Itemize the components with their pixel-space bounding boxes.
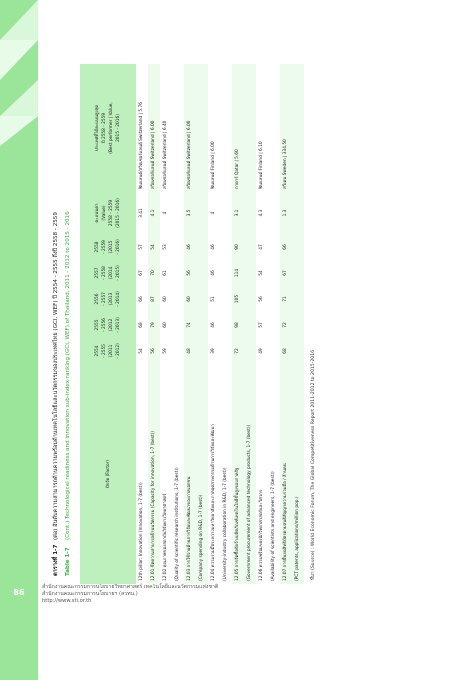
best-performer-cell [196,64,208,192]
caption-thai-label: ตารางที่ 1-7 [53,544,59,576]
caption-english-label: Table 1-7 [65,547,71,576]
rank-cell: 105 [232,286,244,312]
rank-cell: 72 [232,338,244,364]
indicator-cell: (Quality of scientific research institutions, 1-7 (best)) [175,467,180,581]
rank-cell: 71 [280,286,292,312]
header-best-performer: ประเทศที่ได้คะแนนสูงสุด ปี 2558 - 2559 (Best performer | Value, 2015 - 2016) [80,64,136,192]
rank-cell [196,286,208,312]
table-row [220,64,232,584]
score-cell: 4 [163,211,168,215]
indicator-cell: (PCT patents, applications/million pop.) [292,364,304,584]
best-performer-cell: ฟินแลนด์ Finland | 6.00 [211,141,216,189]
rank-cell: 98 [232,312,244,338]
header-year: 2556 - 2557 (2013 - 2014) [80,286,136,312]
indicator-cell: (Company spending on R&D, 1-7 (best)) [196,364,208,584]
decor-triangle [0,116,38,146]
table-row [172,64,184,584]
score-cell [220,192,232,234]
rank-cell: 56 [148,338,160,364]
footer-line: สำนักงานคณะกรรมการนโยบายวิทยาศาสตร์ เทคโนโลยีและนวัตกรรมแห่งชาติ [42,584,219,590]
best-performer-cell [220,64,232,192]
decor-triangle [0,0,38,40]
rank-cell: 46 [211,244,216,250]
table-row [268,64,280,584]
rank-cell [268,234,280,260]
table-row [160,64,172,584]
decor-triangle [0,40,38,80]
rank-cell [268,286,280,312]
rank-cell [220,286,232,312]
best-performer-cell: สวิตเซอร์แลนด์ Switzerland | 6.00 [184,64,196,192]
header-year: 2554 - 2555 (2011 - 2012) [80,338,136,364]
rank-cell: 68 [280,338,292,364]
table-row [184,64,196,584]
indicator-cell: (University-industry collaboration in R&D, 1-7 (best)) [223,467,228,581]
score-cell: 3.41 [139,208,144,218]
score-cell [196,192,208,234]
rank-cell: 70 [148,260,160,286]
table-row [196,64,208,584]
best-performer-cell: กาตาร์ Qatar | 5.60 [232,64,244,192]
best-performer-cell: สวิตเซอร์แลนด์ Switzerland | 6.00 [148,64,160,192]
rank-cell: 46 [184,234,196,260]
score-cell [292,192,304,234]
rank-cell: 61 [163,270,168,276]
header-score: คะแนนค่า (Value) 2558 - 2559 (2015 - 2016) [80,192,136,234]
table-row [232,64,244,584]
rank-cell [220,260,232,286]
rank-cell [292,260,304,286]
rank-cell: 53 [163,244,168,250]
caption-english-text: (Cont.) Technological readiness and innovation sub-index ranking (GCI, WEF) of Thailand, 2011 - 2012 to 2015 - 2016 [65,211,71,540]
rank-cell [196,312,208,338]
best-performer-cell [268,64,280,192]
footer-line: http://www.sti.or.th [42,598,92,604]
score-cell: 4.3 [259,209,264,217]
rank-cell [292,312,304,338]
rank-cell [292,286,304,312]
table-row [292,64,304,584]
rank-cell: 51 [211,296,216,302]
rank-cell: 66 [280,234,292,260]
rank-cell [244,338,256,364]
indicator-cell: 12th pillar: Innovation (Innovation, 1-7 (best)) [139,482,144,581]
rank-cell: 68 [139,322,144,328]
rank-cell: 67 [280,260,292,286]
rank-cell: 54 [148,234,160,260]
best-performer-cell: สวิตเซอร์แลนด์ Switzerland | 6.40 [163,120,168,189]
table-header-row [80,64,136,584]
rank-cell: 87 [148,286,160,312]
rank-cell [292,338,304,364]
decorative-side-stripe [0,0,38,680]
rank-cell: 54 [259,270,264,276]
rank-cell: 74 [184,312,196,338]
rank-cell: 46 [211,322,216,328]
score-cell: 1.3 [280,192,292,234]
rank-cell [244,234,256,260]
best-performer-cell: สวีเดน Sweden | 334.50 [280,64,292,192]
table-row [244,64,256,584]
rank-cell: 57 [139,244,144,250]
rank-cell: 90 [232,234,244,260]
decor-triangle [0,80,38,116]
best-performer-cell [292,64,304,192]
source-note: ที่มา (Source) : World Economic Forum, The Global Competitiveness Report 2011-2012 to 2015-2016 [311,349,316,580]
rank-cell [196,338,208,364]
caption-thai [50,64,62,576]
indicator-cell: 12.05 การจัดซื้อจัดจ้างผลิตภัณฑ์เทคโนโลยีขั้นสูงของภาครัฐ [232,364,244,584]
score-cell: 3.1 [232,192,244,234]
rank-cell: 72 [280,312,292,338]
rank-cell [244,312,256,338]
rank-cell: 56 [259,296,264,302]
rank-cell [220,312,232,338]
header-indicator: ปัจจัย (Factor) [80,364,136,584]
rank-cell [172,234,184,260]
best-performer-cell [244,64,256,192]
rank-cell [172,260,184,286]
rank-cell [220,338,232,364]
rank-cell: 48 [184,338,196,364]
table-row [148,64,160,584]
rank-cell [244,286,256,312]
score-cell: 3.5 [184,192,196,234]
rank-cell: 60 [184,286,196,312]
header-year: 2558 - 2559 (2015 - 2016) [80,234,136,260]
rank-cell: 60 [163,322,168,328]
rotated-table-page [50,64,442,584]
rank-cell: 57 [259,322,264,328]
score-cell: 4.1 [148,192,160,234]
rank-cell [196,234,208,260]
table-row [136,64,148,584]
rank-cell: 49 [259,348,264,354]
table-caption [50,64,80,584]
table-row [280,64,292,584]
indicator-cell: (Availability of scientists and engineers, 1-7 (best)) [271,471,276,581]
footer-line: สำนักงานคณะกรรมการนโยบายฯ (สวทน.) [42,591,138,597]
rank-cell [172,286,184,312]
rank-cell [268,338,280,364]
table-row [256,64,268,584]
score-cell: 4 [211,211,216,215]
caption-english [62,64,74,576]
rank-cell: 47 [259,244,264,250]
rank-cell: 67 [139,270,144,276]
rank-cell [268,260,280,286]
rank-cell [220,234,232,260]
indicator-cell: 12.07 การยื่นจดสิทธิบัตรตามสนธิสัญญาความร่วมมือ / ล้านคน [280,364,292,584]
header-year: 2557 - 2558 (2014 - 2015) [80,260,136,286]
rank-cell: 60 [163,296,168,302]
table-body [136,64,304,584]
rank-cell [244,260,256,286]
score-cell [172,192,184,234]
page-number: 86 [13,588,25,597]
best-performer-cell: ฟินแลนด์/สวิตเซอร์แลนด์ Switzerland | 5.76 [139,102,144,189]
indicator-cell: 12.06 ความพร้อมของนักวิทยาศาสตร์และวิศวกร [259,489,264,581]
score-cell [244,192,256,234]
rank-cell [172,338,184,364]
rank-cell: 79 [148,312,160,338]
rank-cell: 56 [184,260,196,286]
best-performer-cell: ฟินแลนด์ Finland | 6.10 [259,141,264,189]
page-footer [42,584,242,605]
indicator-cell: 12.01 ขีดความสามารถด้านนวัตกรรม (Capacity for innovation, 1-7 (best)) [148,364,160,584]
rank-cell: 66 [139,296,144,302]
indicator-cell: 12.03 การใช้จ่ายด้านการวิจัยและพัฒนาของภาคเอกชน [184,364,196,584]
caption-thai-text: (ต่อ) อันดับความสามารถด้านความพร้อมด้านเทคโนโลยีและนวัตกรรมของประเทศไทย (GCI, WEF) ปี 2554 - 2555 ถึงปี 2558 - 2559 [53,212,59,540]
indicator-cell: (Government procurement of advanced technology products, 1-7 (best)) [244,364,256,584]
rank-cell: 39 [211,348,216,354]
rank-cell [172,312,184,338]
rank-cell: 54 [139,348,144,354]
rank-cell: 59 [163,348,168,354]
score-cell [268,192,280,234]
table-row [208,64,220,584]
header-year: 2555 - 2556 (2012 - 2013) [80,312,136,338]
rank-cell: 46 [211,270,216,276]
rank-cell [196,260,208,286]
indicator-cell: 12.02 คุณภาพของสถาบันวิจัยทางวิทยาศาสตร์ [163,493,168,581]
indicator-cell: 12.04 ความร่วมมือระหว่างมหาวิทยาลัยและภาคอุตสาหกรรมด้านการวิจัยและพัฒนา [211,424,216,581]
rank-cell: 114 [232,260,244,286]
rank-cell [292,234,304,260]
rank-cell [268,312,280,338]
ranking-table [80,64,304,584]
best-performer-cell [172,64,184,192]
